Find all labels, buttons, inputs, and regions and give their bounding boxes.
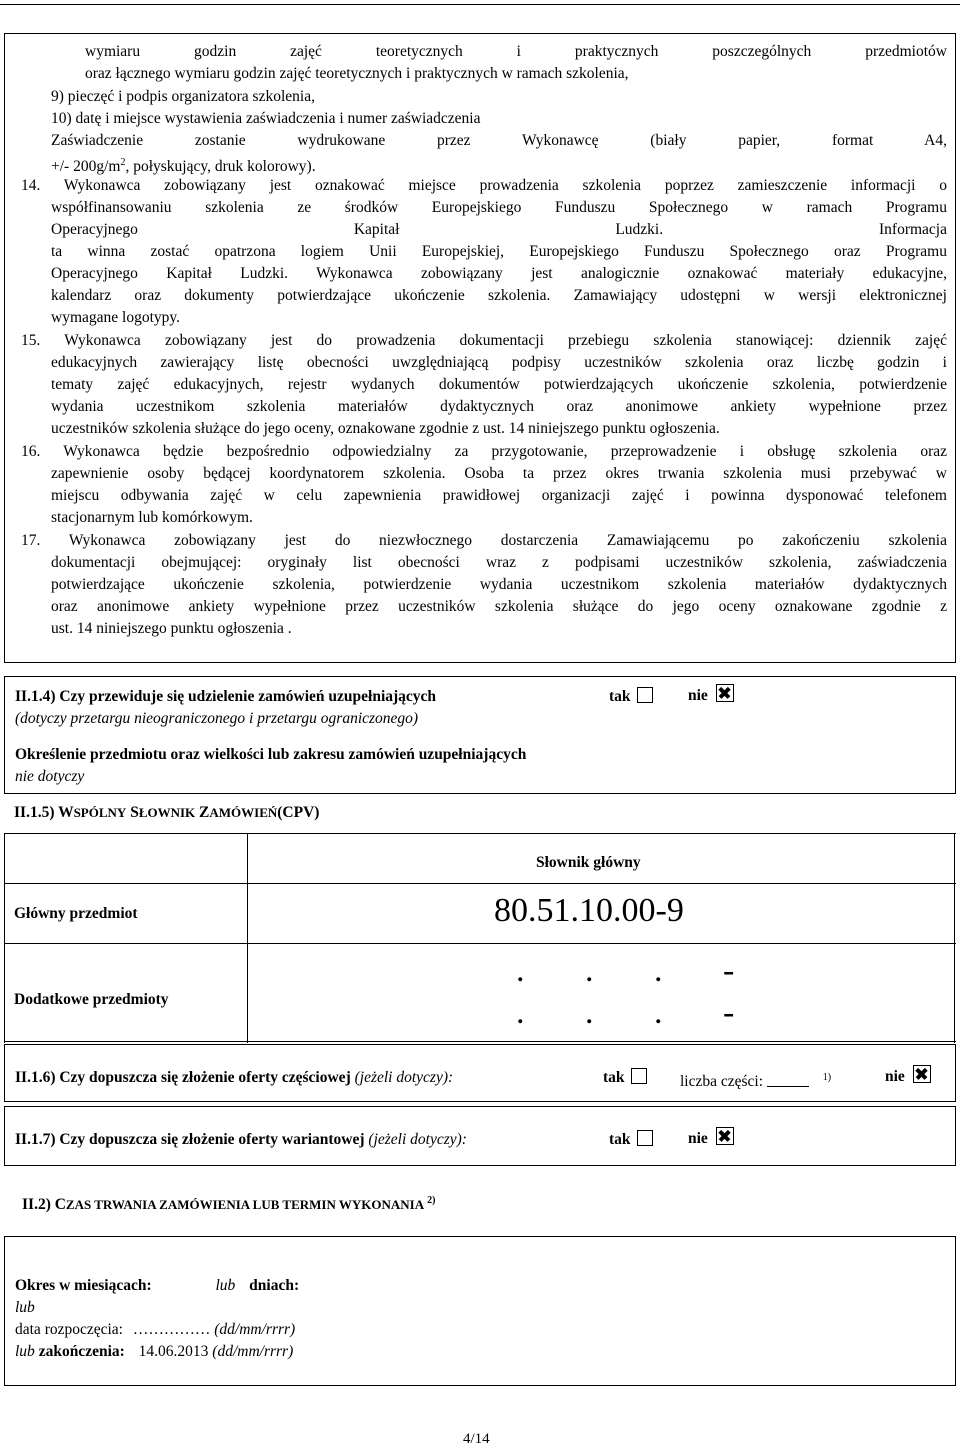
checkbox-checked[interactable] [716,684,734,702]
title-part: ŁOWNIK [138,805,196,820]
section-ii-1-5-title [14,802,319,824]
parts-input[interactable] [767,1072,809,1087]
title-part: ZAS TRWANIA ZAMÓWIENIA LUB TERMIN WYKONANIA [65,1197,425,1212]
paragraph-15-line: edukacyjnych zawierający listę obecności uwzględniającą podpisy uczestników szkolenia oraz liczbę godzin i [51,354,947,371]
section-ii-1-4 [4,676,956,794]
option-tak[interactable] [603,1067,647,1089]
title-part: SPÓLNY [73,805,127,820]
table-border [4,833,5,1043]
paragraph-17-line: dokumentacji obejmującej: oryginały list obecności wraz z podpisami uczestników szkolenia, zaświadczenia [51,554,947,571]
section-ii-1-7 [4,1106,956,1166]
end-value[interactable]: 14.06.2013 [138,1343,209,1360]
title-hint: (jeżeli dotyczy): [368,1131,467,1148]
page-number: 4/14 [463,1431,490,1447]
paragraph-14-line: 14. Wykonawca zobowiązany jest oznakować miejsce prowadzenia szkolenia poprzez zamieszczenie informacji o [21,177,947,194]
section-title: II.1.4) Czy przewiduje się udzielenie zamówień uzupełniających [15,688,437,705]
paragraph-16-line: miejscu odbywania zajęć w celu zapewnienia prawidłowej organizacji zajęć i powinna dysponować telefonem [51,487,947,504]
text-line: wymiaru godzin zajęć teoretycznych i praktycznych poszczególnych przedmiotów [85,43,947,60]
column-header: Słownik główny [536,854,641,871]
months-label: Okres w miesiącach: [15,1277,152,1294]
superscript: 2 [120,157,126,168]
paragraph-15-line: tematy zajęć edukacyjnych, rejestr wydanych dokumentów potwierdzających ukończenie szkolenia, potwierdzenie [51,376,947,393]
section-title [15,1129,467,1151]
additional-code: . . . - [516,952,761,989]
table-border [954,833,955,1043]
option-label: nie [885,1068,905,1085]
date-format: (dd/mm/rrrr) [212,1343,294,1360]
section-note: (dotyczy przetargu nieograniczonego i przetargu ograniczonego) [15,710,419,727]
start-label: data rozpoczęcia: [15,1321,123,1338]
section-ii-2 [4,1236,956,1386]
parts-label: liczba części: [680,1073,764,1090]
paragraph-16-line: stacjonarnym lub komórkowym. [51,509,253,526]
section-title [15,1067,453,1089]
duration-row [15,1275,299,1297]
option-label: tak [609,1131,631,1148]
end-label: zakończenia: [38,1343,125,1360]
days-label: dniach: [249,1277,300,1294]
table-border [4,883,956,884]
cpv-table [4,833,956,1043]
option-nie[interactable] [688,1127,734,1150]
option-nie[interactable] [885,1065,931,1088]
checkbox-empty[interactable] [637,687,653,703]
paragraph-17-line: ust. 14 niniejszego punktu ogłoszenia . [51,620,292,637]
paragraph-17-line: potwierdzające ukończenie szkolenia, potwierdzenie wydania uczestnikom szkolenia materiałów dydaktycznych [51,576,947,593]
table-border [4,1041,956,1042]
title-part: II.2) C [22,1196,66,1213]
details-title: Określenie przedmiotu oraz wielkości lub zakresu zamówień uzupełniających [15,746,527,763]
checkbox-empty[interactable] [631,1068,647,1084]
option-tak[interactable] [609,686,653,708]
parts-count [680,1067,831,1093]
date-format: (dd/mm/rrrr) [214,1321,296,1338]
paragraph-14-line: współfinansowaniu szkolenia ze środków Europejskiego Funduszu Społecznego w ramach Programu [51,199,947,216]
or-text: lub [15,1299,35,1316]
paragraph-14-line: wymagane logotypy. [51,309,180,326]
checkbox-checked[interactable] [716,1127,734,1145]
checkbox-checked[interactable] [913,1065,931,1083]
option-label: nie [688,1130,708,1147]
table-border [4,943,956,944]
title-hint: (jeżeli dotyczy): [354,1069,454,1086]
paragraph-14-line: ta winna zostać opatrzona logiem Unii Europejskiej, Europejskiego Funduszu Społecznego oraz Programu [51,243,947,260]
paragraph-15-line: uczestników szkolenia służące do jego oceny, oznakowane zgodnie z ust. 14 niniejszego punktu ogłoszenia. [51,420,720,437]
title-text: II.1.6) Czy dopuszcza się złożenie oferty częściowej [15,1069,351,1086]
text-line: oraz łącznego wymiaru godzin zajęć teoretycznych i praktycznych w ramach szkolenia, [85,65,629,82]
paragraph-15-line: wydania uczestnikom szkolenia materiałów dydaktycznych oraz anonimowe ankiety wypełnione przez [51,398,947,415]
option-label: tak [609,688,631,705]
title-part: AMÓWIEŃ [209,805,278,820]
or-text: lub [215,1277,236,1294]
additional-subjects-label: Dodatkowe przedmioty [14,991,169,1008]
start-date-row [15,1319,295,1341]
details-value: nie dotyczy [15,768,85,785]
title-part: (CPV) [277,804,320,821]
option-nie[interactable] [688,684,734,707]
paragraph-14-line: Operacyjnego Kapitał Ludzki. Informacja [51,221,947,238]
text-line: 10) datę i miejsce wystawienia zaświadczenia i numer zaświadczenia [51,110,481,127]
end-date-row [15,1341,293,1363]
paragraph-16-line: zapewnienie osoby będącej koordynatorem szkolenia. Osoba ta przez okres trwania szkolenia musi przebywać w [51,465,947,482]
text-line: Zaświadczenie zostanie wydrukowane przez Wykonawcę (biały papier, format A4, [51,132,947,149]
main-subject-label: Główny przedmiot [14,905,138,922]
footnote-mark: 1) [822,1072,832,1083]
text-fragment: , połyskujący, druk kolorowy). [125,158,316,175]
option-label: tak [603,1069,625,1086]
top-border [0,4,960,5]
title-part: Z [195,804,210,821]
text-line: 9) pieczęć i podpis organizatora szkolenia, [51,88,315,105]
title-text: II.1.7) Czy dopuszcza się złożenie oferty wariantowej [15,1131,365,1148]
paragraph-16-line: 16. Wykonawca będzie bezpośrednio odpowiedzialny za przygotowanie, przeprowadzenie i obsługę szkolenia oraz [21,443,947,460]
text-fragment: +/- 200g/m [51,158,121,175]
title-part: S [126,804,139,821]
additional-code: . . . - [516,994,761,1031]
section-ii-2-title [22,1190,435,1216]
option-tak[interactable] [609,1129,653,1151]
section-ii-1-6 [4,1044,956,1102]
footnote-mark: 2) [427,1195,436,1206]
paragraph-14-line: kalendarz oraz dokumenty potwierdzające ukończenie szkolenia. Zamawiający udostępni w wersji elektronicznej [51,287,947,304]
start-value[interactable]: …………… [132,1321,211,1338]
or-text: lub [15,1343,35,1360]
title-part: II.1.5) W [14,804,74,821]
checkbox-empty[interactable] [637,1130,653,1146]
requirements-box [4,33,956,663]
paragraph-17-line: oraz anonimowe ankiety wypełnione przez uczestników szkolenia służące do jego oceny oznakowane zgodnie z [51,598,947,615]
option-label: nie [688,687,708,704]
paragraph-17-line: 17. Wykonawca zobowiązany jest do niezwłocznego dostarczenia Zamawiającemu po zakończeniu szkolenia [21,532,947,549]
table-border [247,833,248,1043]
main-subject-code: 80.51.10.00-9 [494,892,684,929]
table-border [4,833,956,834]
paragraph-15-line: 15. Wykonawca zobowiązany jest do prowadzenia dokumentacji przebiegu szkolenia stanowiącej: dziennik zajęć [21,332,947,349]
paragraph-14-line: Operacyjnego Kapitał Ludzki. Wykonawca zobowiązany jest analogicznie oznakować materiały edukacyjne, [51,265,947,282]
